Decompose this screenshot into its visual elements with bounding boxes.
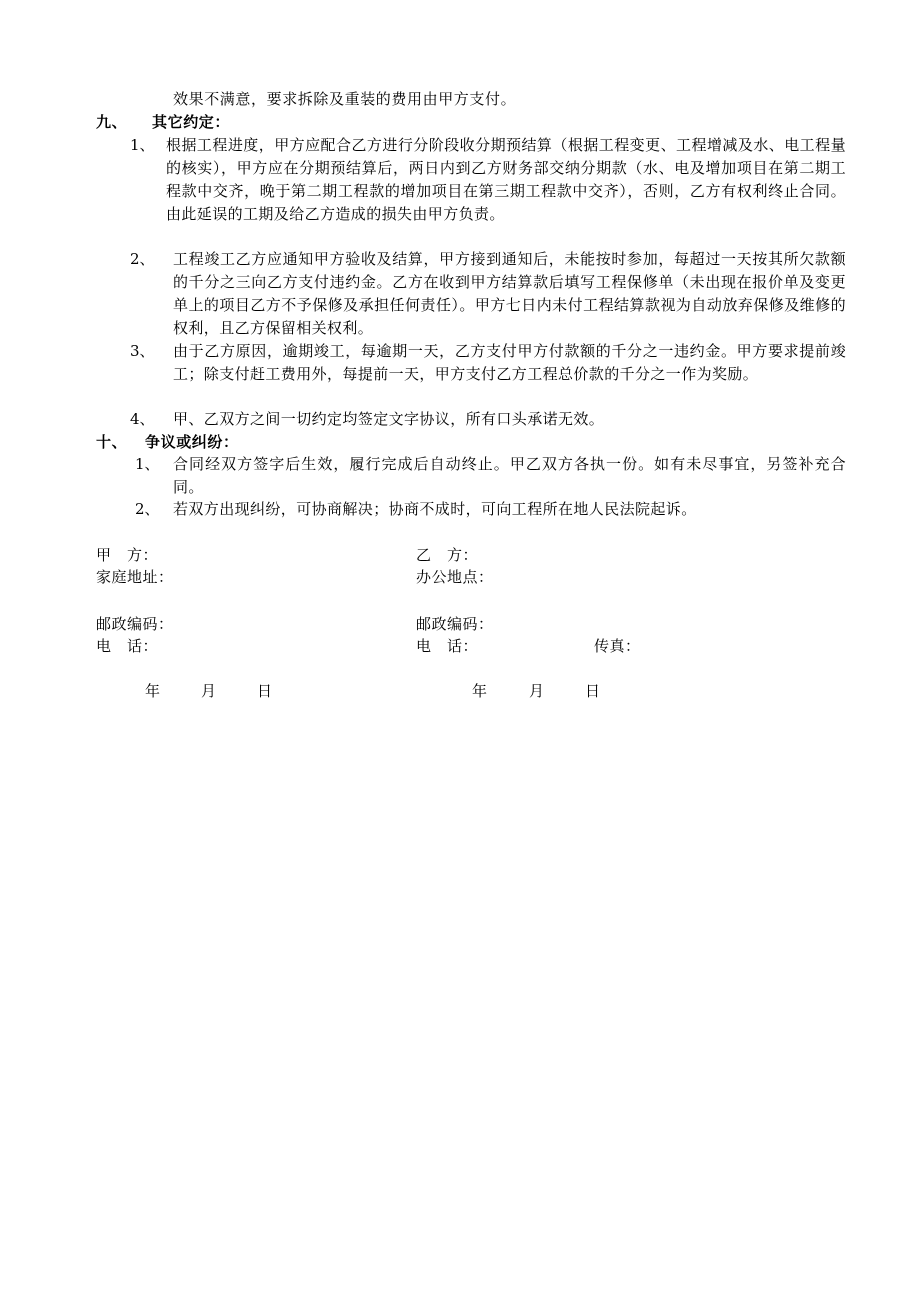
- party-a-phone-label: 电 话：: [96, 637, 159, 655]
- party-a-date-day: 日: [257, 682, 273, 700]
- party-b-label: 乙 方：: [416, 546, 479, 564]
- party-b-date-day: 日: [585, 682, 601, 700]
- party-a-date-year: 年: [145, 682, 161, 700]
- section9-item1-text: 根据工程进度，甲方应配合乙方进行分阶段收分期预结算（根据工程变更、工程增减及水、电工程量的核实），甲方应在分期预结算后，两日内到乙方财务部交纳分期款（水、电及增加项目在第二期工程款中交齐，晚于第二期工程款的增加项目在第三期工程款中交齐），否则，乙方有权利终止合同。由此延误的工期及给乙方造成的损失由甲方负责。: [166, 136, 846, 223]
- section9-item3-text: 由于乙方原因，逾期竣工，每逾期一天，乙方支付甲方付款额的千分之一违约金。甲方要求提前竣工；除支付赶工费用外，每提前一天，甲方支付乙方工程总价款的千分之一作为奖励。: [173, 342, 846, 383]
- party-b-address-label: 办公地点：: [416, 568, 494, 586]
- party-a-postcode-label: 邮政编码：: [96, 615, 174, 633]
- section10-title: 争议或纠纷：: [145, 433, 239, 451]
- section9-item4-number: 4、: [130, 410, 155, 428]
- section9-title: 其它约定：: [152, 113, 231, 131]
- carry-over-line: 效果不满意，要求拆除及重装的费用由甲方支付。: [173, 90, 517, 108]
- section9-number: 九、: [96, 113, 128, 131]
- section10-item1-number: 1、: [135, 455, 160, 473]
- section10-item1-text: 合同经双方签字后生效，履行完成后自动终止。甲乙双方各执一份。如有未尽事宜，另签补充合同。: [173, 455, 846, 496]
- party-a-label: 甲 方：: [96, 546, 159, 564]
- section10-item2-text: 若双方出现纠纷，可协商解决；协商不成时，可向工程所在地人民法院起诉。: [173, 500, 697, 518]
- section9-item4-text: 甲、乙双方之间一切约定均签定文字协议，所有口头承诺无效。: [173, 410, 605, 428]
- party-a-address-label: 家庭地址：: [96, 568, 174, 586]
- party-a-date-month: 月: [201, 682, 217, 700]
- party-b-date-month: 月: [529, 682, 545, 700]
- party-b-postcode-label: 邮政编码：: [416, 615, 494, 633]
- section10-item2-number: 2、: [135, 500, 160, 518]
- section9-item2-number: 2、: [130, 250, 155, 268]
- section9-item3-number: 3、: [130, 342, 155, 360]
- party-b-fax-label: 传真：: [594, 637, 641, 655]
- section9-item1-number: 1、: [130, 136, 155, 154]
- party-b-phone-label: 电 话：: [416, 637, 479, 655]
- party-b-date-year: 年: [472, 682, 488, 700]
- section10-number: 十、: [96, 433, 128, 451]
- section9-item2-text: 工程竣工乙方应通知甲方验收及结算，甲方接到通知后，未能按时参加，每超过一天按其所欠款额的千分之三向乙方支付违约金。乙方在收到甲方结算款后填写工程保修单（未出现在报价单及变更单上的项目乙方不予保修及承担任何责任）。甲方七日内未付工程结算款视为自动放弃保修及维修的权利，且乙方保留相关权利。: [173, 250, 846, 337]
